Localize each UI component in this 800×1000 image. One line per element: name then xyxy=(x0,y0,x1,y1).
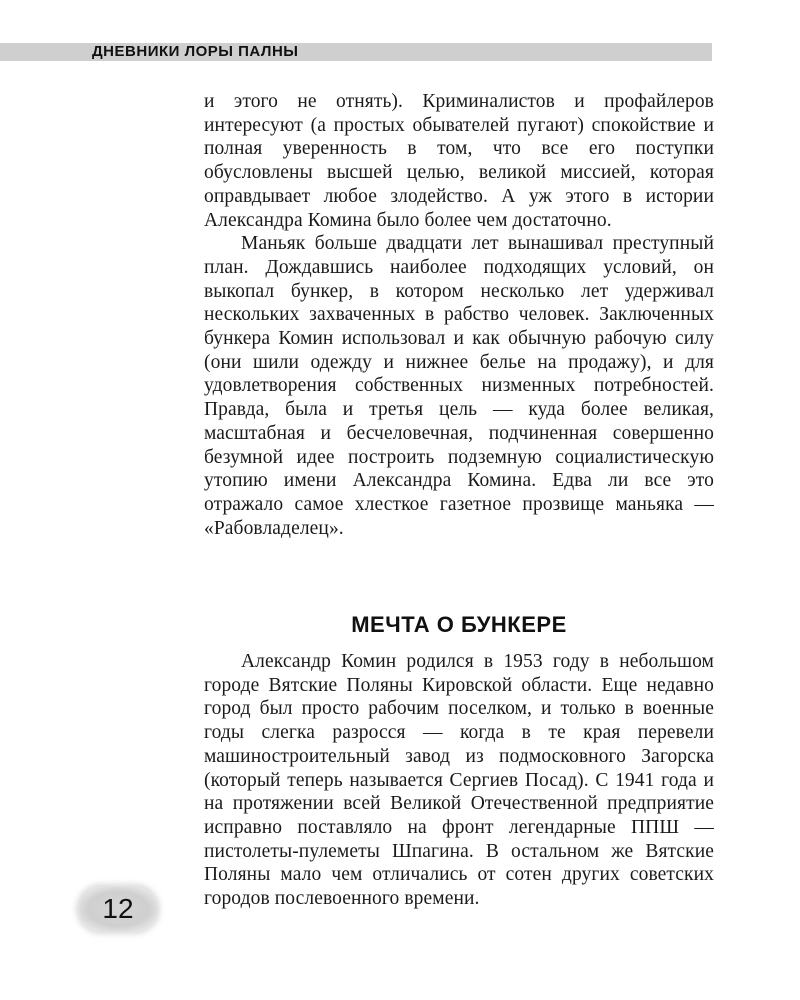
paragraph-komin-origin: Александр Комин родился в 1953 году в небольшом городе Вятские Поляны Кировской области. Еще недавно город был просто рабочим поселком, и только в военные годы слегка разросся — когда в те края перевели машиностроительный завод из подмосковного Загорска (который теперь называется Сергиев Посад). С 1941 года и на протяжении всей Великой Отечественной предприятие исправно поставляло на фронт легендарные ППШ — пистолеты-пулеметы Шпагина. В остальном же Вятские Поляны мало чем отличались от сотен других советских городов послевоенного времени. xyxy=(204,651,714,910)
body-text-bottom xyxy=(204,650,714,911)
paragraph-maniac-plan: Маньяк больше двадцати лет вынашивал преступный план. Дождавшись наиболее подходящих условий, он выкопал бункер, в котором несколько лет удерживал нескольких захваченных в рабство человек. Заключенных бункера Комин использовал и как обычную рабочую силу (они шили одежду и нижнее белье на продажу), и для удовлетворения собственных низменных потребностей. Правда, была и третья цель — куда более великая, масштабная и бесчеловечная, подчиненная совершенно безумной идее построить подземную социалистическую утопию имени Александра Комина. Едва ли все это отражало самое хлесткое газетное прозвище маньяка — «Рабовладелец». xyxy=(204,233,714,539)
page-number: 12 xyxy=(102,893,134,924)
paragraph-continued: и этого не отнять). Криминалистов и профайлеров интересуют (а простых обывателей пугают) спокойствие и полная уверенность в том, что все его поступки обусловлены высшей целью, великой миссией, которая оправдывает любое злодейство. А уж этого в истории Александра Комина было более чем достаточно. xyxy=(204,91,714,231)
running-header-title: ДНЕВНИКИ ЛОРЫ ПАЛНЫ xyxy=(92,43,299,60)
section-heading: МЕЧТА О БУНКЕРЕ xyxy=(351,612,567,637)
body-text-top xyxy=(204,90,714,540)
